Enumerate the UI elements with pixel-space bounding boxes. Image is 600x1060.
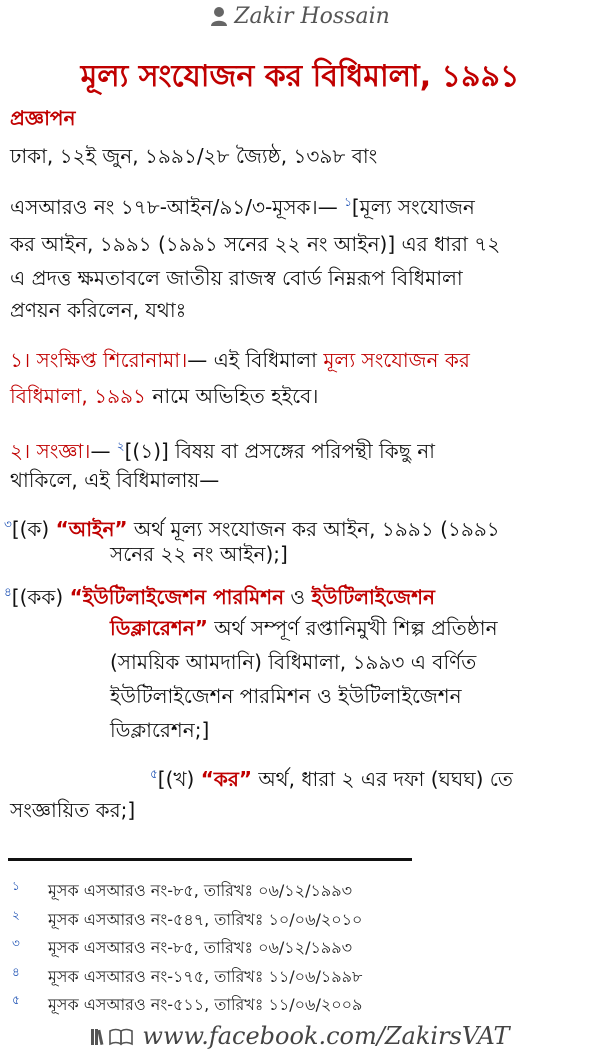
footnote-number: ২ (12, 908, 20, 922)
footnote-text: মূসক এসআরও নং-৫১১, তারিখঃ ১১/০৬/২০০৯ (48, 995, 363, 1014)
footnote-1 (0, 878, 600, 902)
footnote-text: মূসক এসআরও নং-৮৫, তারিখঃ ০৬/১২/১৯৯৩ (48, 881, 353, 900)
definition-text: অর্থ মূল্য সংযোজন কর আইন, ১৯৯১ (১৯৯১ (127, 517, 500, 541)
page-title: মূল্য সংযোজন কর বিধিমালা, ১৯৯১ (80, 59, 520, 94)
section-1-text: — এই বিধিমালা (187, 348, 324, 372)
definition-kha-line-2: সংজ্ঞায়িত কর;] (10, 798, 136, 822)
footnote-ref[interactable]: ৫ (150, 767, 158, 781)
author-name: Zakir Hossain (234, 4, 390, 29)
rule-name-highlight: বিধিমালা, ১৯৯১ (10, 384, 147, 408)
definition-marker: [(খ) (157, 767, 201, 791)
person-icon (210, 6, 228, 32)
footnote-ref[interactable]: ১ (344, 195, 352, 209)
definition-marker: [(কক) (11, 585, 70, 609)
section-2-line-2: থাকিলে, এই বিধিমালায়— (10, 468, 220, 492)
section-2-text: [(১)] বিষয় বা প্রসঙ্গের পরিপন্থী কিছু না (124, 439, 435, 463)
section-1-line-2 (10, 380, 318, 412)
definition-marker: [(ক) (11, 517, 56, 541)
footnote-ref[interactable]: ৪ (4, 585, 12, 599)
definition-kaka-line-1 (4, 576, 435, 613)
definition-text: অর্থ, ধারা ২ এর দফা (ঘঘঘ) তে (252, 767, 513, 791)
section-1-line-1 (10, 344, 470, 376)
footnote-2 (0, 907, 600, 931)
footnote-text: মূসক এসআরও নং-১৭৫, তারিখঃ ১১/০৬/১৯৯৮ (48, 967, 363, 986)
definition-text: অর্থ সম্পূর্ণ রপ্তানিমুখী শিল্প প্রতিষ্ঠান (207, 616, 498, 640)
defined-term: ইউটিলাইজেশন (311, 585, 435, 609)
footnote-3 (0, 935, 600, 959)
dateline: ঢাকা, ১২ই জুন, ১৯৯১/২৮ জ্যৈষ্ঠ, ১৩৯৮ বাং (10, 144, 378, 168)
preamble-text: [মূল্য সংযোজন (351, 195, 475, 219)
footnote-number: ৪ (12, 965, 20, 979)
definition-kha-line-1 (150, 758, 513, 795)
defined-term: “ইউটিলাইজেশন পারমিশন (69, 585, 285, 609)
author-header (0, 4, 600, 32)
footnote-number: ৫ (12, 993, 20, 1007)
definition-kaka-line-5: ডিক্লারেশন;] (110, 718, 210, 742)
section-2-dash: — (90, 439, 117, 463)
footnote-text: মূসক এসআরও নং-৮৫, তারিখঃ ০৬/১২/১৯৯৩ (48, 938, 353, 957)
defined-term: ডিক্লারেশন” (110, 616, 208, 640)
footnote-5 (0, 992, 600, 1016)
preamble-line-1 (10, 186, 475, 223)
definition-ka-line-2: সনের ২২ নং আইন);] (110, 542, 288, 566)
rule-name-highlight: মূল্য সংযোজন কর (323, 348, 470, 372)
footnote-ref[interactable]: ২ (116, 439, 125, 453)
footer-url[interactable]: www.facebook.com/ZakirsVAT (142, 1022, 510, 1050)
section-1-text: নামে অভিহিত হইবে। (146, 384, 319, 408)
preamble-line-3: এ প্রদত্ত ক্ষমতাবলে জাতীয় রাজস্ব বোর্ড নিম্নরূপ বিধিমালা (10, 266, 463, 290)
footnote-number: ৩ (12, 936, 20, 950)
footer (0, 1022, 600, 1052)
preamble-line-2: কর আইন, ১৯৯১ (১৯৯১ সনের ২২ নং আইন)] এর ধারা ৭২ (10, 232, 501, 256)
section-2-line-1 (10, 430, 435, 467)
footnote-ref[interactable]: ৩ (4, 517, 12, 531)
definition-conjunction: ও (284, 585, 312, 609)
defined-term: “কর” (200, 767, 252, 791)
definition-kaka-line-4: ইউটিলাইজেশন পারমিশন ও ইউটিলাইজেশন (110, 684, 462, 708)
footnote-divider (8, 858, 412, 861)
footnote-4 (0, 964, 600, 988)
footnote-text: মূসক এসআরও নং-৫৪৭, তারিখঃ ১০/০৬/২০১০ (48, 910, 363, 929)
books-icon (90, 1024, 134, 1052)
preamble-line-4: প্রণয়ন করিলেন, যথাঃ (10, 298, 187, 322)
section-2-heading: ২। সংজ্ঞা। (10, 439, 91, 463)
section-1-heading: ১। সংক্ষিপ্ত শিরোনামা। (10, 348, 188, 372)
notification-heading: প্রজ্ঞাপন (10, 106, 76, 130)
preamble-sro: এসআরও নং ১৭৮-আইন/৯১/৩-মূসক।— (10, 195, 345, 219)
definition-kaka-line-2 (110, 612, 498, 644)
definition-kaka-line-3: (সাময়িক আমদানি) বিধিমালা, ১৯৯৩ এ বর্ণিত (110, 650, 477, 674)
footnote-number: ১ (12, 879, 20, 893)
defined-term: “আইন” (55, 517, 128, 541)
